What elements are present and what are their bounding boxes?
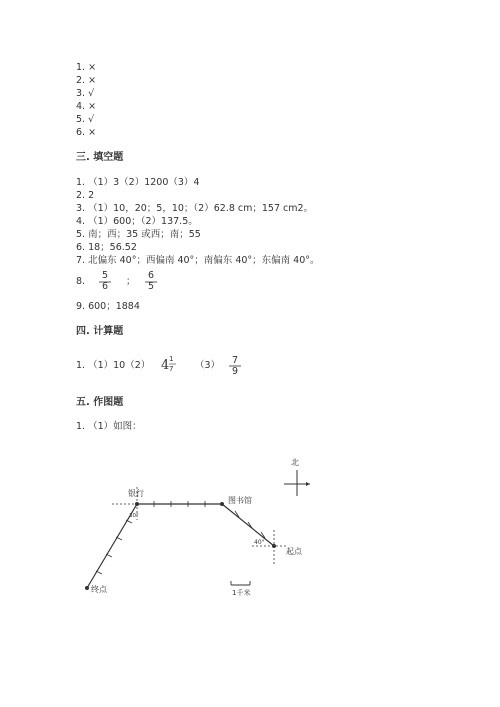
library-point — [220, 502, 224, 506]
fraction-denominator: 5 — [147, 281, 155, 292]
judgment-answer-5: 5. √ — [76, 114, 95, 125]
start-point — [272, 544, 276, 548]
fill-answer-3: 3. （1）10，20；5，10；（2）62.8 cm；157 cm2。 — [76, 203, 314, 214]
start-label: 起点 — [286, 547, 302, 556]
bank-point — [135, 502, 139, 506]
calc-answer-1-part3: （3） — [195, 360, 221, 371]
judgment-answer-2: 2. × — [76, 75, 97, 86]
section-title-drawing: 五. 作图题 — [76, 397, 124, 408]
fraction-denominator: 9 — [231, 366, 239, 377]
scale-bar — [231, 581, 250, 585]
fraction-numerator: 5 — [101, 270, 109, 281]
library-label: 图书馆 — [228, 496, 252, 505]
fraction-denominator: 7 — [169, 365, 174, 373]
scale-label: 1千米 — [232, 589, 251, 597]
section-title-calculation: 四. 计算题 — [76, 326, 124, 337]
fill-answer-8-prefix: 8. — [76, 276, 86, 287]
fill-answer-1: 1. （1）3（2）1200（3）4 — [76, 177, 200, 188]
fraction-denominator: 6 — [101, 281, 109, 292]
section-title-fill-blank: 三. 填空题 — [76, 152, 124, 163]
fraction-numerator: 7 — [231, 355, 239, 366]
fill-answer-4: 4. （1）600；（2）137.5。 — [76, 216, 198, 227]
judgment-answer-3: 3. √ — [76, 88, 95, 99]
fill-answer-8-separator: ； — [126, 276, 136, 287]
fraction-numerator: 1 — [169, 355, 174, 363]
calc-answer-1-prefix: 1. （1）10（2） — [76, 360, 151, 371]
compass-north-indicator — [284, 457, 310, 496]
reference-dashed-lines — [112, 487, 288, 566]
calc-mixed-number-whole: 4 — [161, 358, 170, 373]
fraction-numerator: 6 — [147, 270, 155, 281]
drawing-answer-1: 1. （1）如图： — [76, 421, 142, 432]
judgment-answer-4: 4. × — [76, 101, 97, 112]
fill-answer-2: 2. 2 — [76, 190, 95, 201]
fill-answer-6: 6. 18；56.52 — [76, 242, 137, 253]
angle-label-bank: 30° — [129, 513, 139, 519]
judgment-answer-6: 6. × — [76, 127, 97, 138]
angle-label-start: 40° — [254, 539, 265, 546]
bank-label: 银行 — [128, 489, 144, 498]
route-path — [87, 504, 274, 588]
north-label: 北 — [291, 458, 299, 467]
route-scale-ticks — [96, 501, 265, 574]
end-label: 终点 — [91, 585, 107, 594]
fill-answer-5: 5. 南；西；35 或西；南；55 — [76, 229, 201, 240]
end-point — [85, 586, 89, 590]
fill-answer-7: 7. 北偏东 40°；西偏南 40°；南偏东 40°；东偏南 40°。 — [76, 255, 320, 266]
fill-answer-9: 9. 600；1884 — [76, 301, 140, 312]
judgment-answer-1: 1. × — [76, 62, 97, 73]
